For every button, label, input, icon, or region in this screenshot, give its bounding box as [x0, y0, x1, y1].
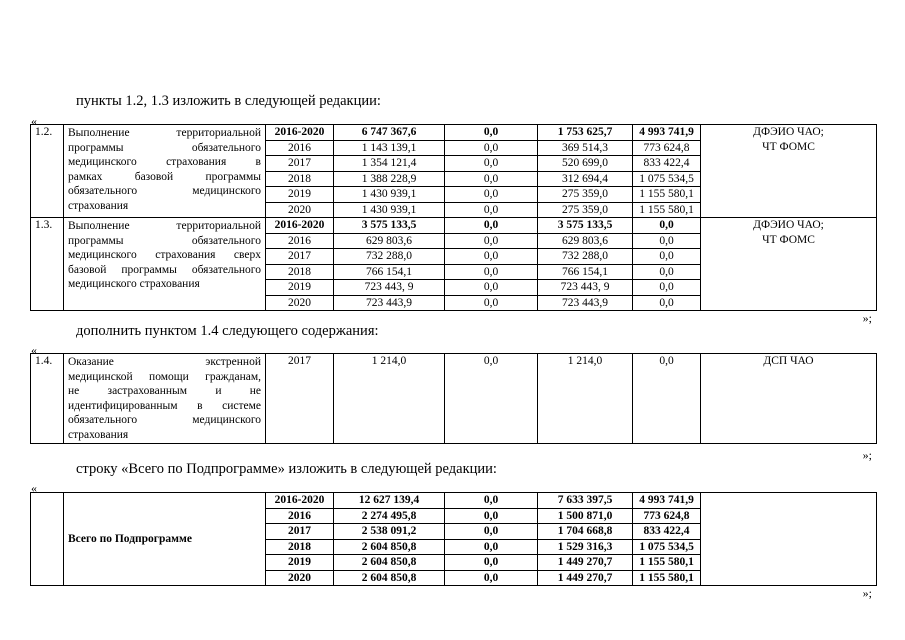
value-total: 1 143 139,1 [334, 140, 445, 156]
value-federal: 0,0 [445, 570, 538, 586]
year-cell: 2017 [266, 354, 334, 444]
value-total: 1 430 939,1 [334, 202, 445, 218]
table-row [31, 493, 877, 509]
table-total [30, 492, 877, 586]
value-regional: 312 694,4 [538, 171, 633, 187]
open-quote-1: « [31, 114, 37, 128]
value-other: 833 422,4 [633, 524, 701, 540]
value-regional: 1 704 668,8 [538, 524, 633, 540]
year-cell: 2017 [266, 156, 334, 172]
value-total: 1 354 121,4 [334, 156, 445, 172]
value-total: 766 154,1 [334, 264, 445, 280]
empty-number-cell [31, 493, 64, 586]
value-total: 732 288,0 [334, 249, 445, 265]
table-row [31, 354, 877, 444]
value-regional: 723 443, 9 [538, 280, 633, 296]
value-federal: 0,0 [445, 233, 538, 249]
value-other: 833 422,4 [633, 156, 701, 172]
open-quote-2: « [31, 343, 37, 357]
value-regional: 1 449 270,7 [538, 570, 633, 586]
empty-executor-cell [701, 493, 877, 586]
item-number: 1.2. [31, 125, 64, 218]
year-cell: 2016 [266, 508, 334, 524]
paragraph-total-row: строку «Всего по Подпрограмме» изложить в следующей редакции: [76, 461, 497, 477]
value-total: 723 443, 9 [334, 280, 445, 296]
value-regional: 766 154,1 [538, 264, 633, 280]
item-number: 1.3. [31, 218, 64, 311]
year-cell: 2017 [266, 524, 334, 540]
value-other: 1 155 580,1 [633, 555, 701, 571]
value-other: 4 993 741,9 [633, 493, 701, 509]
value-total: 2 274 495,8 [334, 508, 445, 524]
value-regional: 520 699,0 [538, 156, 633, 172]
value-other: 4 993 741,9 [633, 125, 701, 141]
value-federal: 0,0 [445, 524, 538, 540]
year-cell: 2020 [266, 570, 334, 586]
table-item-1-4 [30, 353, 877, 444]
total-label: Всего по Подпрограмме [64, 493, 266, 586]
value-other: 1 155 580,1 [633, 202, 701, 218]
open-quote-3: « [31, 481, 37, 495]
value-total: 2 604 850,8 [334, 539, 445, 555]
value-federal: 0,0 [445, 202, 538, 218]
value-other: 773 624,8 [633, 140, 701, 156]
table-row [31, 125, 877, 141]
value-other: 0,0 [633, 233, 701, 249]
year-cell: 2018 [266, 171, 334, 187]
table-items-1-2-1-3 [30, 124, 877, 311]
year-cell: 2019 [266, 555, 334, 571]
value-total: 6 747 367,6 [334, 125, 445, 141]
item-description: Выполнение территориальной программы обязательного медицинского страхования в рамках базовой программы обязательного медицинского страхования [64, 125, 266, 218]
year-cell: 2016 [266, 140, 334, 156]
close-quote-1: »; [862, 311, 872, 325]
value-total: 1 388 228,9 [334, 171, 445, 187]
value-total: 1 430 939,1 [334, 187, 445, 203]
value-federal: 0,0 [445, 555, 538, 571]
value-total: 2 538 091,2 [334, 524, 445, 540]
value-other: 0,0 [633, 354, 701, 444]
value-other: 0,0 [633, 295, 701, 311]
value-regional: 1 529 316,3 [538, 539, 633, 555]
value-federal: 0,0 [445, 280, 538, 296]
value-other: 773 624,8 [633, 508, 701, 524]
year-cell: 2018 [266, 264, 334, 280]
year-cell: 2019 [266, 187, 334, 203]
item-number: 1.4. [31, 354, 64, 444]
year-cell: 2016-2020 [266, 125, 334, 141]
value-federal: 0,0 [445, 156, 538, 172]
item-description: Оказание экстренной медицинской помощи гражданам, не застрахованным и не идентифицированным в системе обязательного медицинского страхования [64, 354, 266, 444]
year-cell: 2016-2020 [266, 218, 334, 234]
paragraph-add-item-1-4: дополнить пунктом 1.4 следующего содержания: [76, 323, 379, 339]
value-federal: 0,0 [445, 264, 538, 280]
value-total: 2 604 850,8 [334, 555, 445, 571]
value-total: 1 214,0 [334, 354, 445, 444]
value-other: 1 075 534,5 [633, 539, 701, 555]
item-description: Выполнение территориальной программы обязательного медицинского страхования сверх базовой программы обязательного медицинского страхования [64, 218, 266, 311]
value-federal: 0,0 [445, 187, 538, 203]
value-total: 629 803,6 [334, 233, 445, 249]
value-regional: 723 443,9 [538, 295, 633, 311]
year-cell: 2016 [266, 233, 334, 249]
value-other: 1 155 580,1 [633, 570, 701, 586]
value-regional: 732 288,0 [538, 249, 633, 265]
value-other: 0,0 [633, 249, 701, 265]
value-other: 1 075 534,5 [633, 171, 701, 187]
value-regional: 275 359,0 [538, 202, 633, 218]
value-total: 723 443,9 [334, 295, 445, 311]
year-cell: 2020 [266, 202, 334, 218]
executor: ДФЭИО ЧАО; ЧТ ФОМС [701, 125, 877, 218]
value-federal: 0,0 [445, 539, 538, 555]
value-federal: 0,0 [445, 295, 538, 311]
year-cell: 2019 [266, 280, 334, 296]
value-regional: 7 633 397,5 [538, 493, 633, 509]
value-federal: 0,0 [445, 249, 538, 265]
year-cell: 2016-2020 [266, 493, 334, 509]
close-quote-3: »; [862, 586, 872, 600]
value-regional: 369 514,3 [538, 140, 633, 156]
value-total: 3 575 133,5 [334, 218, 445, 234]
value-other: 0,0 [633, 280, 701, 296]
value-other: 0,0 [633, 218, 701, 234]
value-federal: 0,0 [445, 354, 538, 444]
year-cell: 2018 [266, 539, 334, 555]
value-regional: 3 575 133,5 [538, 218, 633, 234]
value-other: 1 155 580,1 [633, 187, 701, 203]
executor: ДФЭИО ЧАО; ЧТ ФОМС [701, 218, 877, 311]
value-other: 0,0 [633, 264, 701, 280]
value-federal: 0,0 [445, 171, 538, 187]
value-regional: 1 753 625,7 [538, 125, 633, 141]
value-federal: 0,0 [445, 218, 538, 234]
value-regional: 275 359,0 [538, 187, 633, 203]
year-cell: 2020 [266, 295, 334, 311]
year-cell: 2017 [266, 249, 334, 265]
executor: ДСП ЧАО [701, 354, 877, 444]
value-federal: 0,0 [445, 508, 538, 524]
table-row [31, 218, 877, 234]
close-quote-2: »; [862, 448, 872, 462]
value-total: 12 627 139,4 [334, 493, 445, 509]
value-total: 2 604 850,8 [334, 570, 445, 586]
value-regional: 629 803,6 [538, 233, 633, 249]
value-federal: 0,0 [445, 125, 538, 141]
value-regional: 1 214,0 [538, 354, 633, 444]
value-federal: 0,0 [445, 493, 538, 509]
value-regional: 1 449 270,7 [538, 555, 633, 571]
value-regional: 1 500 871,0 [538, 508, 633, 524]
paragraph-items-1-2-1-3: пункты 1.2, 1.3 изложить в следующей редакции: [76, 93, 381, 109]
value-federal: 0,0 [445, 140, 538, 156]
